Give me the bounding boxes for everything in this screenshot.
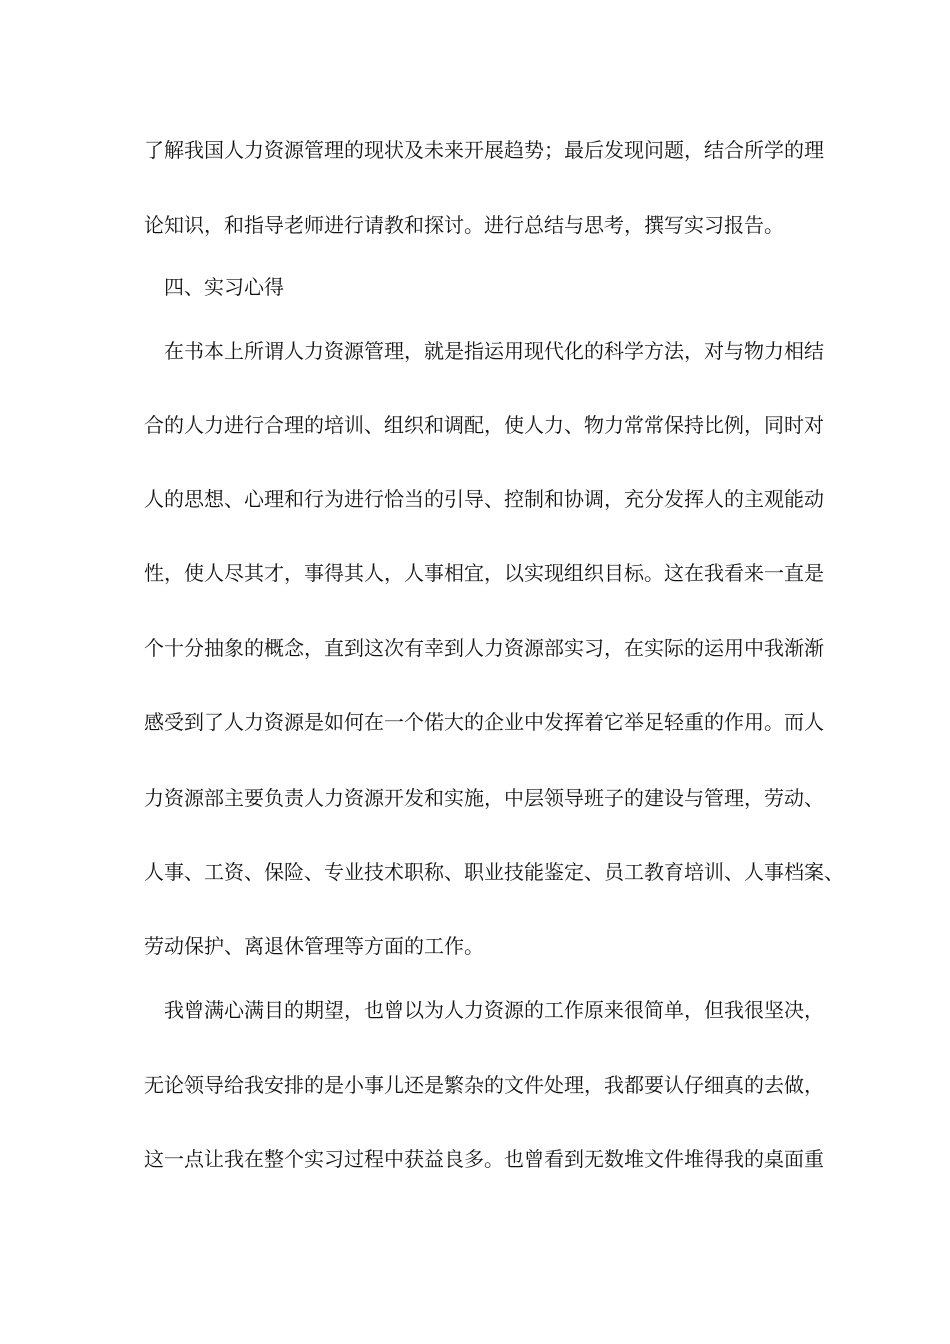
text-line: 感受到了人力资源是如何在一个偌大的企业中发挥着它举足轻重的作用。而人 — [144, 710, 824, 734]
text-line: 论知识，和指导老师进行请教和探讨。进行总结与思考，撰写实习报告。 — [144, 213, 784, 237]
paragraph-first-line: 我曾满心满目的期望，也曾以为人力资源的工作原来很简单，但我很坚决， — [164, 998, 824, 1022]
text-line: 合的人力进行合理的培训、组织和调配，使人力、物力常常保持比例，同时对 — [144, 413, 824, 437]
text-line: 劳动保护、离退休管理等方面的工作。 — [144, 934, 484, 958]
text-line: 无论领导给我安排的是小事儿还是繁杂的文件处理，我都要认仔细真的去做， — [144, 1073, 824, 1097]
text-line: 力资源部主要负责人力资源开发和实施，中层领导班子的建设与管理，劳动、 — [144, 786, 824, 810]
text-line: 人的思想、心理和行为进行恰当的引导、控制和协调，充分发挥人的主观能动 — [144, 487, 824, 511]
text-line: 了解我国人力资源管理的现状及未来开展趋势；最后发现问题，结合所学的理 — [144, 138, 824, 162]
section-heading: 四、实习心得 — [164, 275, 284, 299]
paragraph-first-line: 在书本上所谓人力资源管理，就是指运用现代化的科学方法，对与物力相结 — [164, 339, 824, 363]
text-line: 性，使人尽其才，事得其人，人事相宜，以实现组织目标。这在我看来一直是 — [144, 561, 824, 585]
text-line: 个十分抽象的概念，直到这次有幸到人力资源部实习，在实际的运用中我渐渐 — [144, 636, 824, 660]
text-line: 这一点让我在整个实习过程中获益良多。也曾看到无数堆文件堆得我的桌面重 — [144, 1147, 824, 1171]
text-line: 人事、工资、保险、专业技术职称、职业技能鉴定、员工教育培训、人事档案、 — [144, 860, 844, 884]
